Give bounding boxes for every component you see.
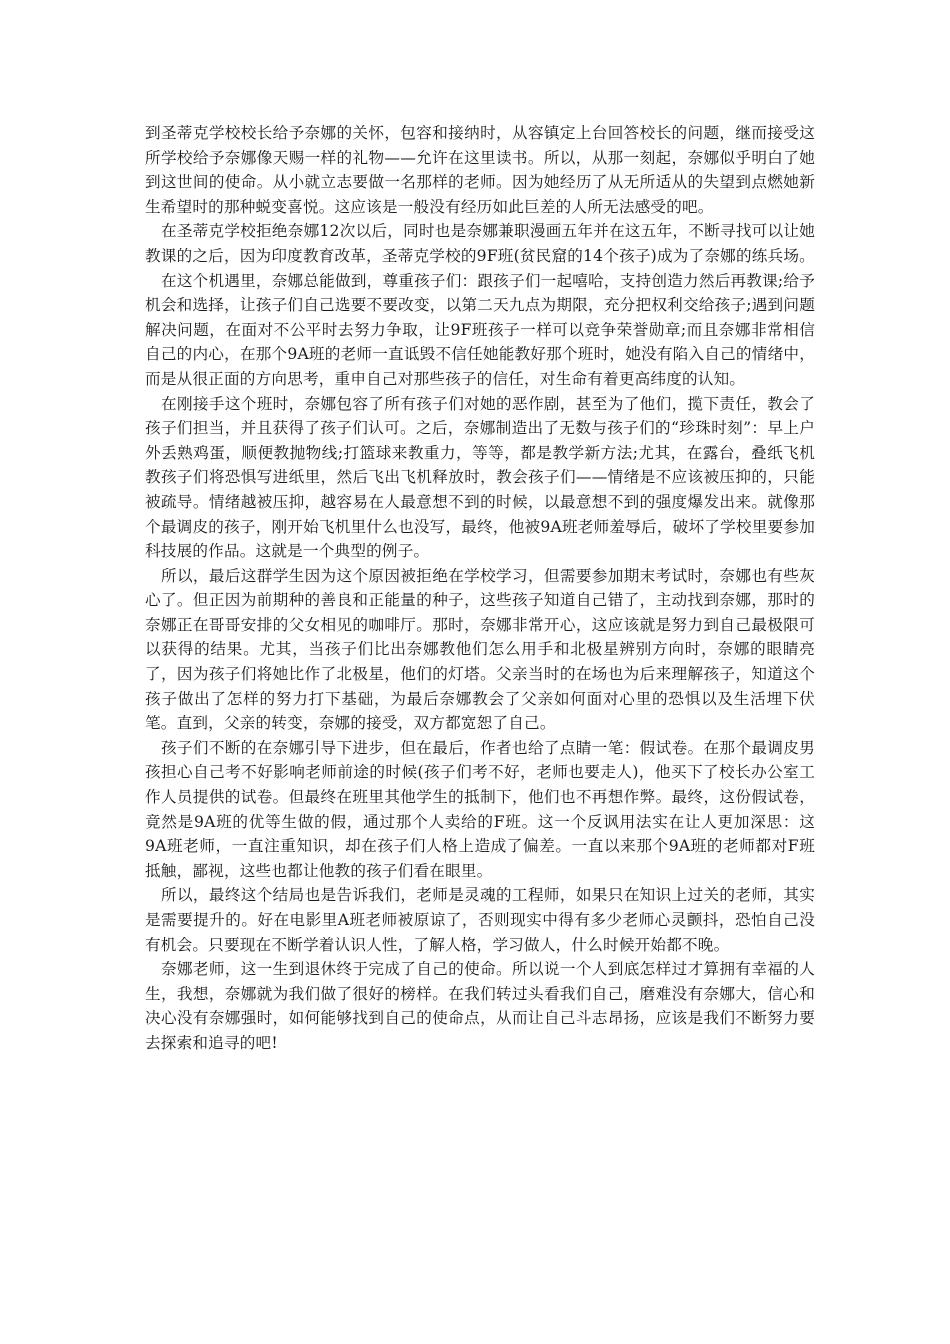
paragraph: 孩子们不断的在奈娜引导下进步，但在最后，作者也给了点睛一笔：假试卷。在那个最调皮男孩担心自己考不好影响老师前途的时候(孩子们考不好，老师也要走人)，他买下了校长办公室工作人员提供的试卷。但最终在班里其他学生的抵制下，他们也不再想作弊。最终，这份假试卷，竟然是9A班的优等生做的假，通过那个人卖给的F班。这一个反讽用法实在让人更加深思：这9A班老师，一直注重知识，却在孩子们人格上造成了偏差。一直以来那个9A班的老师都对F班抵触，鄙视，这些也都让他教的孩子们看在眼里。 — [145, 738, 815, 880]
paragraph: 在刚接手这个班时，奈娜包容了所有孩子们对她的恶作剧，甚至为了他们，揽下责任，教会了孩子们担当，并且获得了孩子们认可。之后，奈娜制造出了无数与孩子们的“珍珠时刻”：早上户外丢熟鸡蛋，顺便教抛物线;打篮球来教重力，等等，都是教学新方法;尤其，在露台，叠纸飞机教孩子们将恐惧写进纸里，然后飞出飞机释放时，教会孩子们——情绪是不应该被压抑的，只能被疏导。情绪越被压抑，越容易在人最意想不到的时候，以最意想不到的强度爆发出来。就像那个最调皮的孩子，刚开始飞机里什么也没写，最终，他被9A班老师羞辱后，破坏了学校里要参加科技展的作品。这就是一个典型的例子。 — [145, 394, 815, 561]
paragraph: 在圣蒂克学校拒绝奈娜12次以后，同时也是奈娜兼职漫画五年并在这五年，不断寻找可以让她教课的之后，因为印度教育改革，圣蒂克学校的9F班(贫民窟的14个孩子)成为了奈娜的练兵场。 — [145, 222, 815, 265]
paragraph: 所以，最终这个结局也是告诉我们，老师是灵魂的工程师，如果只在知识上过关的老师，其实是需要提升的。好在电影里A班老师被原谅了，否则现实中得有多少老师心灵颤抖，恐怕自己没有机会。只要现在不断学着认识人性，了解人格，学习做人，什么时候开始都不晚。 — [145, 886, 815, 954]
document-body — [145, 121, 815, 1056]
paragraph: 奈娜老师，这一生到退休终于完成了自己的使命。所以说一个人到底怎样过才算拥有幸福的人生，我想，奈娜就为我们做了很好的榜样。在我们转过头看我们自己，磨难没有奈娜大，信心和决心没有奈娜强时，如何能够找到自己的使命点，从而让自己斗志昂扬，应该是我们不断努力要去探索和追寻的吧! — [145, 960, 815, 1052]
paragraph: 在这个机遇里，奈娜总能做到，尊重孩子们：跟孩子们一起嘻哈，支持创造力然后再教课;给予机会和选择，让孩子们自己选要不要改变，以第二天九点为期限，充分把权利交给孩子;遇到问题解决问题，在面对不公平时去努力争取，让9F班孩子一样可以竞争荣誉勋章;而且奈娜非常相信自己的内心，在那个9A班的老师一直诋毁不信任她能教好那个班时，她没有陷入自己的情绪中，而是从很正面的方向思考，重申自己对那些孩子的信任，对生命有着更高纬度的认知。 — [145, 271, 815, 388]
paragraph: 到圣蒂克学校校长给予奈娜的关怀，包容和接纳时，从容镇定上台回答校长的问题，继而接受这所学校给予奈娜像天赐一样的礼物——允许在这里读书。所以，从那一刻起，奈娜似乎明白了她到这世间的使命。从小就立志要做一名那样的老师。因为她经历了从无所适从的失望到点燃她新生希望时的那种蜕变喜悦。这应该是一般没有经历如此巨差的人所无法感受的吧。 — [145, 124, 815, 216]
paragraph: 所以，最后这群学生因为这个原因被拒绝在学校学习，但需要参加期末考试时，奈娜也有些灰心了。但正因为前期种的善良和正能量的种子，这些孩子知道自己错了，主动找到奈娜，那时的奈娜正在哥哥安排的父女相见的咖啡厅。那时，奈娜非常开心，这应该就是努力到自己最极限可以获得的结果。尤其，当孩子们比出奈娜教他们怎么用手和北极星辨别方向时，奈娜的眼睛亮了，因为孩子们将她比作了北极星，他们的灯塔。父亲当时的在场也为后来理解孩子，知道这个孩子做出了怎样的努力打下基础，为最后奈娜教会了父亲如何面对心里的恐惧以及生活埋下伏笔。直到，父亲的转变，奈娜的接受，双方都宽恕了自己。 — [145, 566, 815, 733]
